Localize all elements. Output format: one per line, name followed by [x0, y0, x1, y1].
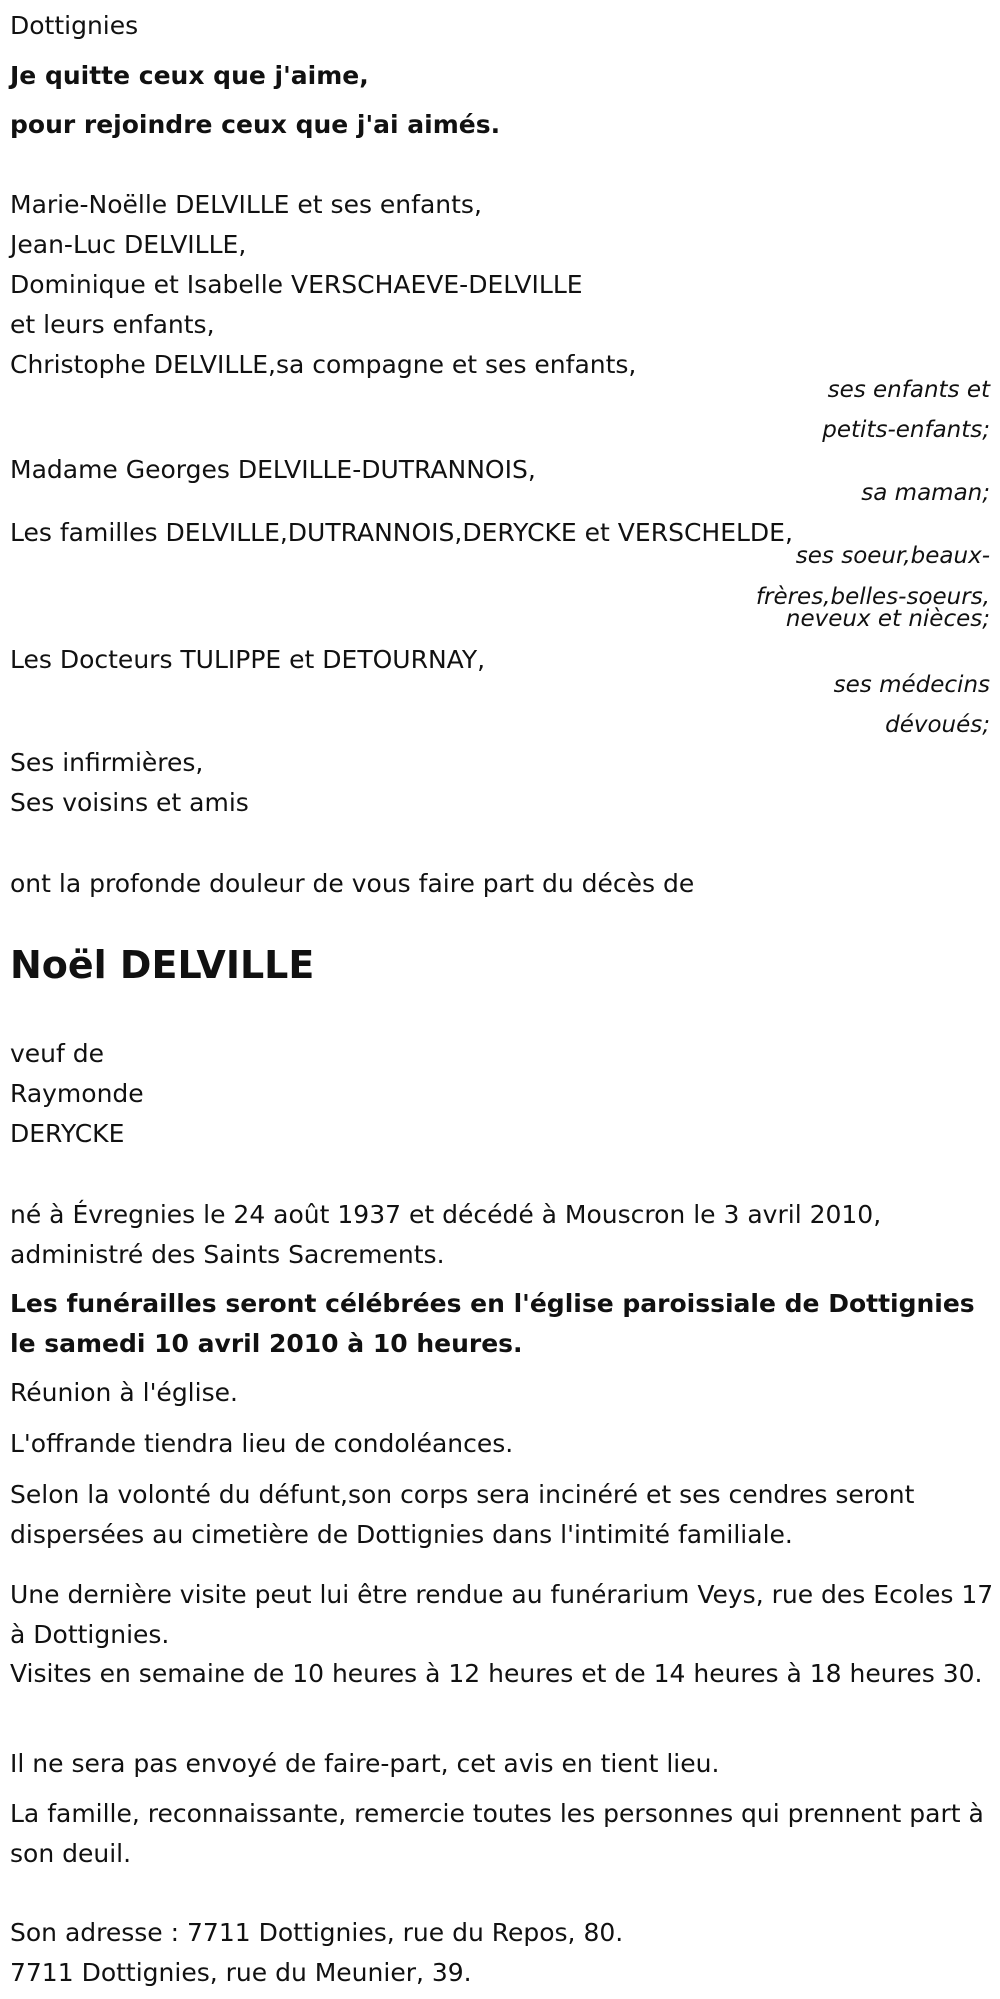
deceased-name: Noël DELVILLE: [10, 943, 315, 987]
spouse-line: veuf de: [10, 1039, 105, 1068]
visit: Une dernière visite peut lui être rendue au funérarium Veys, rue des Ecoles 17 à Dottignies.: [10, 1580, 994, 1649]
offering: L'offrande tiendra lieu de condoléances.: [10, 1429, 514, 1458]
family-member: Marie-Noëlle DELVILLE et ses enfants,: [10, 190, 482, 219]
address-block: [10, 1913, 623, 1993]
sacraments: administré des Saints Sacrements.: [10, 1240, 445, 1269]
address-line: Son adresse : 7711 Dottignies, rue du Repos, 80.: [10, 1918, 624, 1947]
families-role: ses soeur,beaux-: [795, 543, 990, 569]
visit-hours: Visites en semaine de 10 heures à 12 heures et de 14 heures à 18 heures 30.: [10, 1659, 983, 1688]
cremation: Selon la volonté du défunt,son corps sera incinéré et ses cendres seront dispersées au cimetière de Dottignies dans l'intimité familiale.: [10, 1480, 915, 1549]
family-member: et leurs enfants,: [10, 310, 215, 339]
family-member: Christophe DELVILLE,sa compagne et ses enfants,: [10, 350, 637, 379]
no-cards: Il ne sera pas envoyé de faire-part, cet avis en tient lieu.: [10, 1749, 720, 1778]
quote-line-1: Je quitte ceux que j'aime,: [10, 61, 369, 90]
spouse-block: [10, 1034, 144, 1154]
others-list: [10, 743, 249, 823]
birth-death: né à Évregnies le 24 août 1937 et décédé à Mouscron le 3 avril 2010,: [10, 1200, 882, 1229]
family-role: ses enfants et: [827, 377, 990, 403]
thanks: La famille, reconnaissante, remercie toutes les personnes qui prennent part à son deuil.: [10, 1799, 984, 1868]
mother: Madame Georges DELVILLE-DUTRANNOIS,: [10, 455, 536, 484]
quote-line-2: pour rejoindre ceux que j'ai aimés.: [10, 110, 501, 139]
other-line: Ses voisins et amis: [10, 788, 249, 817]
families: Les familles DELVILLE,DUTRANNOIS,DERYCKE et VERSCHELDE,: [10, 518, 793, 547]
mother-role: sa maman;: [861, 480, 990, 506]
spouse-line: Raymonde: [10, 1079, 144, 1108]
address-line: 7711 Dottignies, rue du Meunier, 39.: [10, 1958, 472, 1987]
place: Dottignies: [10, 11, 139, 40]
families-role: frères,belles-soeurs,: [755, 584, 990, 610]
birth-death-block: [10, 1195, 881, 1275]
other-line: Ses infirmières,: [10, 748, 204, 777]
family-member: Jean-Luc DELVILLE,: [10, 230, 247, 259]
families-role: neveux et nièces;: [785, 606, 990, 632]
spouse-line: DERYCKE: [10, 1119, 125, 1148]
family-member: Dominique et Isabelle VERSCHAEVE-DELVILLE: [10, 270, 583, 299]
doctors-role: ses médecins: [833, 672, 990, 698]
family-role: petits-enfants;: [822, 417, 990, 443]
doctors-role: dévoués;: [885, 712, 990, 738]
announcement: ont la profonde douleur de vous faire part du décès de: [10, 869, 695, 898]
funeral-info: Les funérailles seront célébrées en l'église paroissiale de Dottignies le samedi 10 avril 2010 à 10 heures.: [10, 1289, 975, 1358]
reunion: Réunion à l'église.: [10, 1378, 238, 1407]
doctors: Les Docteurs TULIPPE et DETOURNAY,: [10, 645, 486, 674]
family-list: [10, 185, 636, 385]
